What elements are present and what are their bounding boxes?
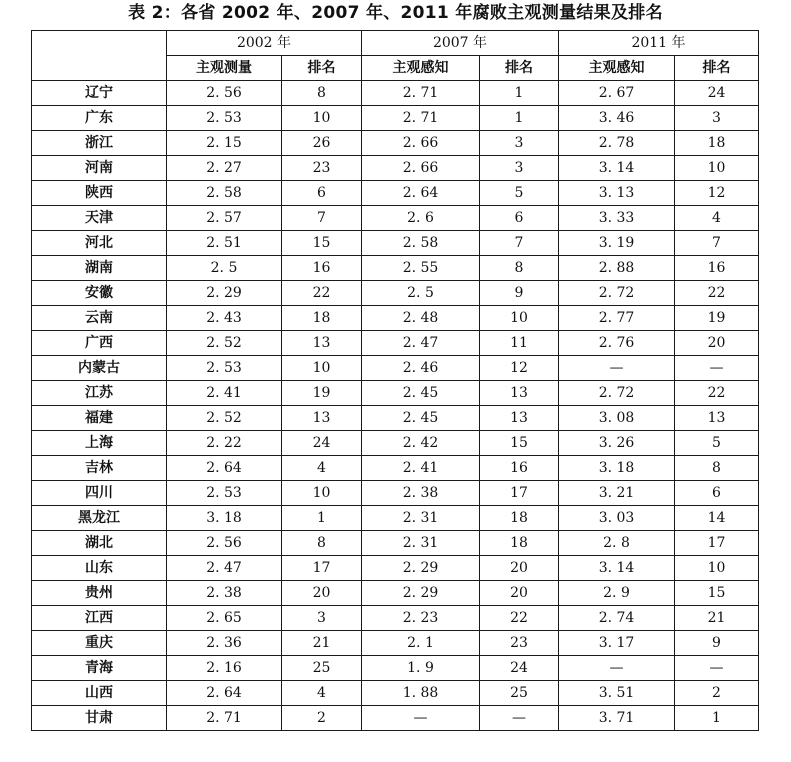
- perception-2007-cell: 2. 66: [362, 131, 480, 156]
- col-header-2002-measure: 主观测量: [167, 56, 282, 81]
- table-row: [32, 531, 759, 556]
- province-cell: 江苏: [32, 381, 167, 406]
- measure-2002-cell: 2. 16: [167, 656, 282, 681]
- rank-2002-cell: 4: [282, 456, 362, 481]
- rank-2011-cell: 10: [675, 556, 759, 581]
- measure-2002-cell: 2. 57: [167, 206, 282, 231]
- rank-2002-cell: 8: [282, 531, 362, 556]
- perception-2011-cell: 3. 13: [559, 181, 675, 206]
- province-cell: 贵州: [32, 581, 167, 606]
- rank-2011-cell: 1: [675, 706, 759, 731]
- rank-2011-cell: —: [675, 656, 759, 681]
- province-cell: 河南: [32, 156, 167, 181]
- table-row: [32, 606, 759, 631]
- rank-2007-cell: 17: [480, 481, 559, 506]
- table-row: [32, 431, 759, 456]
- perception-2007-cell: 2. 1: [362, 631, 480, 656]
- perception-2007-cell: 2. 47: [362, 331, 480, 356]
- rank-2002-cell: 10: [282, 106, 362, 131]
- rank-2007-cell: 24: [480, 656, 559, 681]
- perception-2007-cell: 2. 66: [362, 156, 480, 181]
- province-cell: 江西: [32, 606, 167, 631]
- table-row: [32, 231, 759, 256]
- province-cell: 安徽: [32, 281, 167, 306]
- province-cell: 上海: [32, 431, 167, 456]
- measure-2002-cell: 2. 64: [167, 681, 282, 706]
- year-header-row: [32, 31, 759, 56]
- perception-2011-cell: 2. 72: [559, 381, 675, 406]
- province-cell: 浙江: [32, 131, 167, 156]
- rank-2007-cell: 1: [480, 81, 559, 106]
- rank-2011-cell: 8: [675, 456, 759, 481]
- rank-2011-cell: 22: [675, 281, 759, 306]
- perception-2007-cell: 2. 48: [362, 306, 480, 331]
- table-row: [32, 81, 759, 106]
- perception-2007-cell: 2. 45: [362, 406, 480, 431]
- rank-2007-cell: 10: [480, 306, 559, 331]
- rank-2011-cell: 19: [675, 306, 759, 331]
- rank-2011-cell: 4: [675, 206, 759, 231]
- col-header-2007-perception: 主观感知: [362, 56, 480, 81]
- rank-2002-cell: 20: [282, 581, 362, 606]
- perception-2011-cell: —: [559, 656, 675, 681]
- measure-2002-cell: 2. 52: [167, 331, 282, 356]
- table-row: [32, 281, 759, 306]
- rank-2007-cell: —: [480, 706, 559, 731]
- province-cell: 吉林: [32, 456, 167, 481]
- perception-2007-cell: 2. 31: [362, 506, 480, 531]
- perception-2011-cell: 2. 9: [559, 581, 675, 606]
- perception-2007-cell: 2. 6: [362, 206, 480, 231]
- province-cell: 湖北: [32, 531, 167, 556]
- perception-2011-cell: 3. 17: [559, 631, 675, 656]
- measure-2002-cell: 2. 36: [167, 631, 282, 656]
- rank-2011-cell: 24: [675, 81, 759, 106]
- rank-2007-cell: 23: [480, 631, 559, 656]
- col-header-2011-perception: 主观感知: [559, 56, 675, 81]
- measure-2002-cell: 3. 18: [167, 506, 282, 531]
- rank-2002-cell: 17: [282, 556, 362, 581]
- col-header-2007-rank: 排名: [480, 56, 559, 81]
- rank-2002-cell: 7: [282, 206, 362, 231]
- rank-2011-cell: 21: [675, 606, 759, 631]
- measure-2002-cell: 2. 47: [167, 556, 282, 581]
- rank-2002-cell: 26: [282, 131, 362, 156]
- table-row: [32, 106, 759, 131]
- rank-2007-cell: 11: [480, 331, 559, 356]
- rank-2007-cell: 5: [480, 181, 559, 206]
- perception-2011-cell: 2. 76: [559, 331, 675, 356]
- measure-2002-cell: 2. 43: [167, 306, 282, 331]
- perception-2007-cell: 1. 9: [362, 656, 480, 681]
- table-row: [32, 581, 759, 606]
- rank-2007-cell: 22: [480, 606, 559, 631]
- perception-2011-cell: 2. 77: [559, 306, 675, 331]
- perception-2007-cell: 2. 38: [362, 481, 480, 506]
- rank-2002-cell: 21: [282, 631, 362, 656]
- province-cell: 天津: [32, 206, 167, 231]
- rank-2007-cell: 1: [480, 106, 559, 131]
- perception-2007-cell: 2. 45: [362, 381, 480, 406]
- table-row: [32, 181, 759, 206]
- perception-2011-cell: 3. 14: [559, 556, 675, 581]
- table-row: [32, 256, 759, 281]
- rank-2002-cell: 1: [282, 506, 362, 531]
- measure-2002-cell: 2. 5: [167, 256, 282, 281]
- province-cell: 山西: [32, 681, 167, 706]
- measure-2002-cell: 2. 15: [167, 131, 282, 156]
- perception-2007-cell: 2. 31: [362, 531, 480, 556]
- perception-2007-cell: 2. 55: [362, 256, 480, 281]
- rank-2011-cell: 17: [675, 531, 759, 556]
- perception-2011-cell: 2. 74: [559, 606, 675, 631]
- perception-2011-cell: 2. 8: [559, 531, 675, 556]
- rank-2002-cell: 4: [282, 681, 362, 706]
- perception-2011-cell: 3. 08: [559, 406, 675, 431]
- rank-2011-cell: 18: [675, 131, 759, 156]
- rank-2007-cell: 12: [480, 356, 559, 381]
- measure-2002-cell: 2. 53: [167, 356, 282, 381]
- table-row: [32, 481, 759, 506]
- rank-2011-cell: 7: [675, 231, 759, 256]
- perception-2007-cell: 2. 5: [362, 281, 480, 306]
- perception-2007-cell: 2. 71: [362, 106, 480, 131]
- rank-2002-cell: 3: [282, 606, 362, 631]
- perception-2007-cell: 2. 64: [362, 181, 480, 206]
- rank-2002-cell: 19: [282, 381, 362, 406]
- table-row: [32, 306, 759, 331]
- province-cell: 青海: [32, 656, 167, 681]
- province-cell: 广西: [32, 331, 167, 356]
- rank-2011-cell: 6: [675, 481, 759, 506]
- table-row: [32, 381, 759, 406]
- province-corruption-table: [31, 30, 759, 731]
- province-cell: 陕西: [32, 181, 167, 206]
- perception-2007-cell: 2. 58: [362, 231, 480, 256]
- table-row: [32, 406, 759, 431]
- rank-2002-cell: 2: [282, 706, 362, 731]
- perception-2011-cell: 3. 51: [559, 681, 675, 706]
- rank-2007-cell: 25: [480, 681, 559, 706]
- rank-2007-cell: 13: [480, 381, 559, 406]
- province-cell: 四川: [32, 481, 167, 506]
- rank-2002-cell: 22: [282, 281, 362, 306]
- rank-2007-cell: 3: [480, 156, 559, 181]
- rank-2002-cell: 13: [282, 331, 362, 356]
- perception-2011-cell: 2. 78: [559, 131, 675, 156]
- measure-2002-cell: 2. 52: [167, 406, 282, 431]
- perception-2011-cell: 3. 33: [559, 206, 675, 231]
- perception-2007-cell: 2. 29: [362, 556, 480, 581]
- measure-2002-cell: 2. 51: [167, 231, 282, 256]
- province-cell: 内蒙古: [32, 356, 167, 381]
- measure-2002-cell: 2. 41: [167, 381, 282, 406]
- rank-2011-cell: 14: [675, 506, 759, 531]
- rank-2011-cell: 3: [675, 106, 759, 131]
- rank-2002-cell: 16: [282, 256, 362, 281]
- measure-2002-cell: 2. 56: [167, 531, 282, 556]
- measure-2002-cell: 2. 53: [167, 106, 282, 131]
- measure-2002-cell: 2. 56: [167, 81, 282, 106]
- perception-2011-cell: 3. 18: [559, 456, 675, 481]
- province-cell: 广东: [32, 106, 167, 131]
- rank-2007-cell: 13: [480, 406, 559, 431]
- rank-2011-cell: 15: [675, 581, 759, 606]
- table-row: [32, 506, 759, 531]
- rank-2007-cell: 6: [480, 206, 559, 231]
- rank-2011-cell: 13: [675, 406, 759, 431]
- rank-2007-cell: 20: [480, 556, 559, 581]
- col-header-2011-rank: 排名: [675, 56, 759, 81]
- measure-2002-cell: 2. 64: [167, 456, 282, 481]
- province-cell: 云南: [32, 306, 167, 331]
- table-row: [32, 656, 759, 681]
- perception-2011-cell: 3. 71: [559, 706, 675, 731]
- rank-2011-cell: 20: [675, 331, 759, 356]
- rank-2011-cell: 10: [675, 156, 759, 181]
- perception-2011-cell: 3. 03: [559, 506, 675, 531]
- rank-2007-cell: 20: [480, 581, 559, 606]
- perception-2007-cell: 1. 88: [362, 681, 480, 706]
- rank-2007-cell: 16: [480, 456, 559, 481]
- province-cell: 黑龙江: [32, 506, 167, 531]
- table-row: [32, 356, 759, 381]
- corner-cell: [32, 31, 167, 81]
- table-row: [32, 156, 759, 181]
- rank-2011-cell: 12: [675, 181, 759, 206]
- table-row: [32, 556, 759, 581]
- table-row: [32, 631, 759, 656]
- rank-2007-cell: 18: [480, 531, 559, 556]
- measure-2002-cell: 2. 71: [167, 706, 282, 731]
- perception-2011-cell: 3. 21: [559, 481, 675, 506]
- rank-2011-cell: 2: [675, 681, 759, 706]
- table-row: [32, 706, 759, 731]
- perception-2007-cell: 2. 71: [362, 81, 480, 106]
- measure-2002-cell: 2. 58: [167, 181, 282, 206]
- perception-2011-cell: 2. 67: [559, 81, 675, 106]
- rank-2011-cell: 22: [675, 381, 759, 406]
- year-header-2002: 2002 年: [167, 31, 362, 56]
- rank-2007-cell: 7: [480, 231, 559, 256]
- province-cell: 湖南: [32, 256, 167, 281]
- rank-2011-cell: —: [675, 356, 759, 381]
- perception-2011-cell: 2. 88: [559, 256, 675, 281]
- province-cell: 重庆: [32, 631, 167, 656]
- rank-2002-cell: 25: [282, 656, 362, 681]
- rank-2007-cell: 9: [480, 281, 559, 306]
- rank-2011-cell: 9: [675, 631, 759, 656]
- col-header-2002-rank: 排名: [282, 56, 362, 81]
- rank-2002-cell: 23: [282, 156, 362, 181]
- rank-2007-cell: 3: [480, 131, 559, 156]
- perception-2011-cell: 3. 46: [559, 106, 675, 131]
- year-header-2007: 2007 年: [362, 31, 559, 56]
- perception-2011-cell: —: [559, 356, 675, 381]
- rank-2011-cell: 5: [675, 431, 759, 456]
- rank-2002-cell: 6: [282, 181, 362, 206]
- province-cell: 甘肃: [32, 706, 167, 731]
- rank-2002-cell: 10: [282, 481, 362, 506]
- rank-2002-cell: 10: [282, 356, 362, 381]
- measure-2002-cell: 2. 29: [167, 281, 282, 306]
- rank-2011-cell: 16: [675, 256, 759, 281]
- table-title: 表 2：各省 2002 年、2007 年、2011 年腐败主观测量结果及排名: [128, 3, 663, 23]
- table-row: [32, 681, 759, 706]
- perception-2011-cell: 3. 19: [559, 231, 675, 256]
- measure-2002-cell: 2. 53: [167, 481, 282, 506]
- table-row: [32, 131, 759, 156]
- rank-2007-cell: 8: [480, 256, 559, 281]
- perception-2007-cell: 2. 46: [362, 356, 480, 381]
- perception-2007-cell: 2. 41: [362, 456, 480, 481]
- rank-2002-cell: 15: [282, 231, 362, 256]
- province-cell: 福建: [32, 406, 167, 431]
- measure-2002-cell: 2. 38: [167, 581, 282, 606]
- rank-2007-cell: 15: [480, 431, 559, 456]
- rank-2002-cell: 13: [282, 406, 362, 431]
- table-row: [32, 206, 759, 231]
- perception-2011-cell: 3. 14: [559, 156, 675, 181]
- rank-2007-cell: 18: [480, 506, 559, 531]
- rank-2002-cell: 18: [282, 306, 362, 331]
- rank-2002-cell: 24: [282, 431, 362, 456]
- perception-2007-cell: 2. 23: [362, 606, 480, 631]
- measure-2002-cell: 2. 27: [167, 156, 282, 181]
- perception-2007-cell: 2. 29: [362, 581, 480, 606]
- province-cell: 山东: [32, 556, 167, 581]
- year-header-2011: 2011 年: [559, 31, 759, 56]
- table-row: [32, 331, 759, 356]
- perception-2007-cell: 2. 42: [362, 431, 480, 456]
- province-cell: 河北: [32, 231, 167, 256]
- perception-2007-cell: —: [362, 706, 480, 731]
- measure-2002-cell: 2. 65: [167, 606, 282, 631]
- rank-2002-cell: 8: [282, 81, 362, 106]
- table-row: [32, 456, 759, 481]
- province-cell: 辽宁: [32, 81, 167, 106]
- perception-2011-cell: 3. 26: [559, 431, 675, 456]
- measure-2002-cell: 2. 22: [167, 431, 282, 456]
- perception-2011-cell: 2. 72: [559, 281, 675, 306]
